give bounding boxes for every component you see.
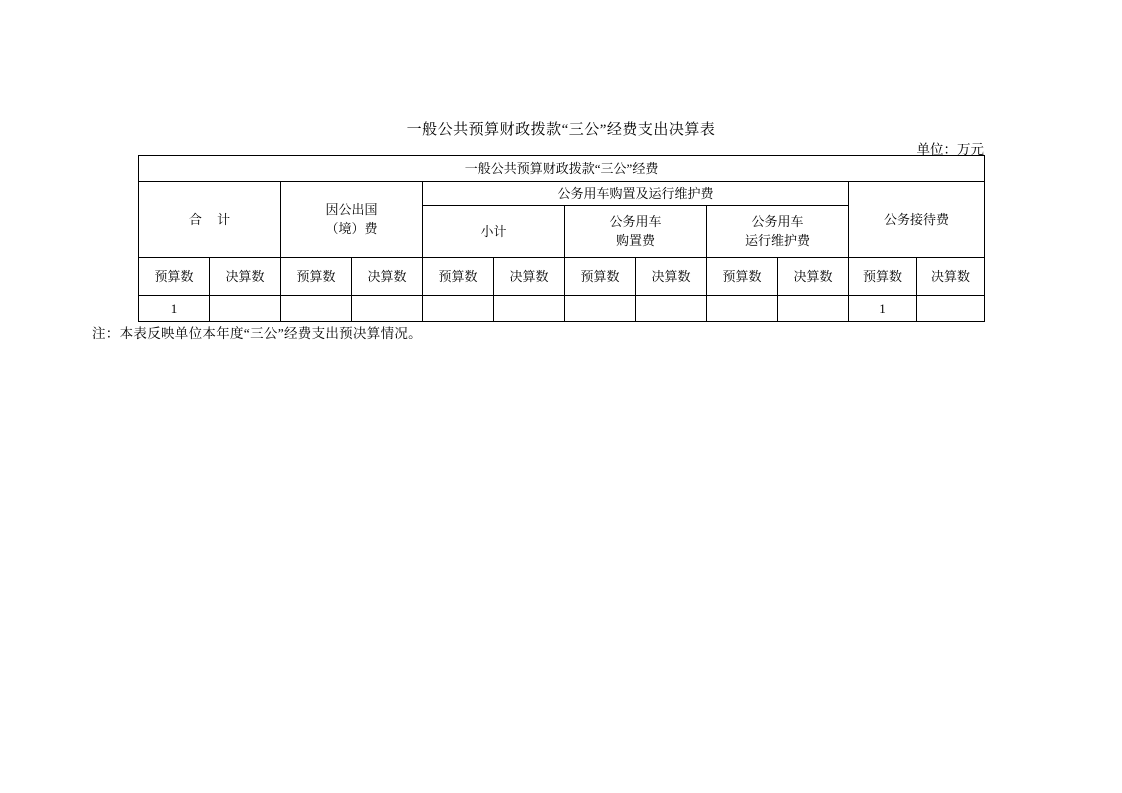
finance-table-container bbox=[138, 155, 984, 322]
data-cell bbox=[352, 296, 423, 322]
data-cell bbox=[917, 296, 985, 322]
column-header: 预算数 bbox=[281, 258, 352, 296]
column-header: 预算数 bbox=[849, 258, 917, 296]
group-abroad-cell: 因公出国 （境）费 bbox=[281, 182, 423, 258]
column-header: 决算数 bbox=[778, 258, 849, 296]
table-row bbox=[139, 156, 985, 182]
data-cell bbox=[636, 296, 707, 322]
column-header: 决算数 bbox=[352, 258, 423, 296]
column-header: 预算数 bbox=[565, 258, 636, 296]
table-row bbox=[139, 296, 985, 322]
group-vehicle-cell: 公务用车购置及运行维护费 bbox=[423, 182, 849, 206]
group-vehicle-operate-cell: 公务用车 运行维护费 bbox=[707, 206, 849, 258]
table-note: 注：本表反映单位本年度“三公”经费支出预决算情况。 bbox=[92, 326, 422, 341]
data-cell bbox=[281, 296, 352, 322]
group-vehicle-purchase-cell: 公务用车 购置费 bbox=[565, 206, 707, 258]
column-header: 决算数 bbox=[210, 258, 281, 296]
data-cell bbox=[778, 296, 849, 322]
column-header: 预算数 bbox=[707, 258, 778, 296]
data-cell bbox=[494, 296, 565, 322]
column-header: 决算数 bbox=[917, 258, 985, 296]
data-cell: 1 bbox=[139, 296, 210, 322]
data-cell bbox=[565, 296, 636, 322]
data-cell bbox=[210, 296, 281, 322]
top-header-cell: 一般公共预算财政拨款“三公”经费 bbox=[139, 156, 985, 182]
unit-label: 单位：万元 bbox=[916, 142, 984, 157]
column-header: 预算数 bbox=[423, 258, 494, 296]
table-row bbox=[139, 258, 985, 296]
data-cell: 1 bbox=[849, 296, 917, 322]
data-cell bbox=[423, 296, 494, 322]
column-header: 决算数 bbox=[494, 258, 565, 296]
group-reception-cell: 公务接待费 bbox=[849, 182, 985, 258]
finance-table bbox=[138, 155, 985, 322]
page-title: 一般公共预算财政拨款“三公”经费支出决算表 bbox=[406, 122, 716, 138]
data-cell bbox=[707, 296, 778, 322]
column-header: 决算数 bbox=[636, 258, 707, 296]
column-header: 预算数 bbox=[139, 258, 210, 296]
group-vehicle-subtotal-cell: 小计 bbox=[423, 206, 565, 258]
group-total-cell: 合 计 bbox=[139, 182, 281, 258]
table-row bbox=[139, 182, 985, 206]
